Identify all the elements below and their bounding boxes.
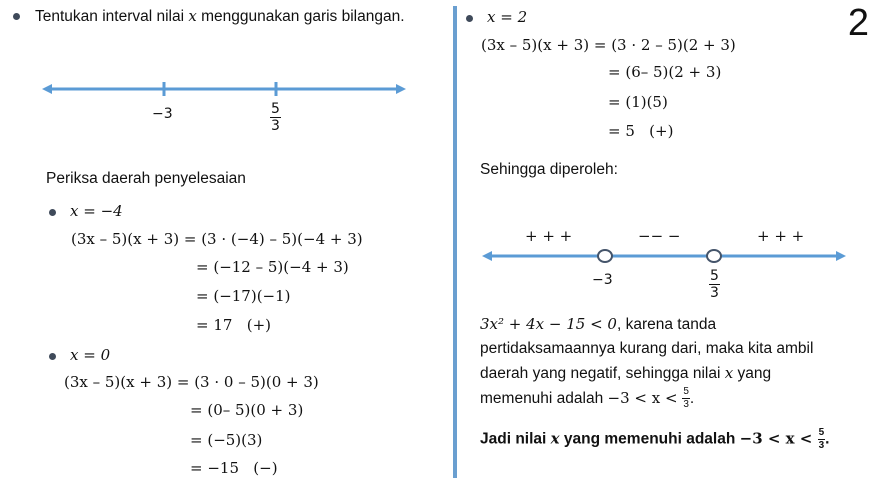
frac-num: 5 xyxy=(271,101,280,117)
fraction-5-3 xyxy=(682,387,690,410)
tick-label-5-3 xyxy=(270,102,281,133)
result-heading: Sehingga diperoleh: xyxy=(480,161,618,178)
interval-math: −3 < x < xyxy=(607,389,683,407)
case3-value: x = 2 xyxy=(487,8,528,26)
case1-line1: (3x – 5)(x + 3) = (3 · (−4) – 5)(−4 + 3) xyxy=(71,230,363,248)
case2-line3: = (−5)(3) xyxy=(190,431,263,449)
open-circle-icon xyxy=(707,250,721,262)
point-label-minus3: −3 xyxy=(592,272,613,288)
instruction-text xyxy=(35,7,405,26)
case2-line4: = −15 (−) xyxy=(190,459,278,477)
open-circle-icon xyxy=(598,250,612,262)
conclusion-text: Jadi nilai xyxy=(480,430,551,448)
case3-line1: (3x – 5)(x + 3) = (3 · 2 – 5)(2 + 3) xyxy=(481,36,736,54)
inequality: 3x² + 4x − 15 < 0 xyxy=(480,315,617,333)
frac-den: 3 xyxy=(271,118,280,134)
bullet-icon xyxy=(13,13,20,20)
number-line-1 xyxy=(40,80,410,100)
page-number: 2 xyxy=(847,2,869,44)
case1-value: x = −4 xyxy=(70,202,123,220)
frac-den: 3 xyxy=(710,285,719,301)
case2-line2: = (0– 5)(0 + 3) xyxy=(190,401,304,419)
point-label-5-3 xyxy=(709,269,720,300)
bullet-icon xyxy=(49,353,56,360)
var-x: x xyxy=(724,364,734,382)
case1-line4: = 17 (+) xyxy=(196,316,271,334)
sign-left: + + + xyxy=(525,227,573,245)
case2-line1: (3x – 5)(x + 3) = (3 · 0 – 5)(0 + 3) xyxy=(64,373,319,391)
frac-num: 5 xyxy=(683,386,689,398)
case1-line3: = (−17)(−1) xyxy=(196,287,291,305)
explanation-text: memenuhi adalah xyxy=(480,390,608,407)
bullet-icon xyxy=(466,15,473,22)
tick-label-minus3: −3 xyxy=(152,106,173,122)
sign-right: + + + xyxy=(757,227,805,245)
instruction-var: x xyxy=(188,7,197,25)
explanation-paragraph: 3x² + 4x − 15 < 0, karena tanda pertidaksamaannya kurang dari, maka kita ambil daerah yang negatif, sehingga nilai x yang memenuhi adalah −3 < x < $\frac{5}{3}$ . xyxy=(480,312,880,411)
frac-num: 5 xyxy=(818,427,825,438)
conclusion-text: yang memenuhi adalah xyxy=(559,430,740,448)
interval-math: −3 < x < xyxy=(739,429,818,448)
case1-line2: = (−12 – 5)(−4 + 3) xyxy=(196,258,349,276)
frac-den: 3 xyxy=(818,440,825,451)
explanation-text: pertidaksamaannya kurang dari, maka kita ambil xyxy=(480,340,814,357)
case3-line3: = (1)(5) xyxy=(608,93,668,111)
explanation-text: , karena tanda xyxy=(616,316,717,333)
explanation-text: daerah yang negatif, sehingga nilai xyxy=(480,365,725,382)
instruction-part: Tentukan interval nilai xyxy=(35,8,189,25)
column-divider xyxy=(453,6,457,478)
frac-num: 5 xyxy=(710,268,719,284)
instruction-part: menggunakan garis bilangan. xyxy=(196,8,405,25)
case2-value: x = 0 xyxy=(70,346,111,364)
var-x: x xyxy=(550,429,560,448)
sign-mid: −− − xyxy=(638,227,681,245)
check-heading: Periksa daerah penyelesaian xyxy=(46,170,246,187)
explanation-text: yang xyxy=(733,365,772,382)
conclusion: Jadi nilai x yang memenuhi adalah −3 < x < $\frac{5}{3}$ . xyxy=(480,427,830,451)
case3-line4: = 5 (+) xyxy=(608,122,674,140)
bullet-icon xyxy=(49,209,56,216)
case3-line2: = (6– 5)(2 + 3) xyxy=(608,63,722,81)
number-line-2 xyxy=(480,247,850,267)
frac-den: 3 xyxy=(683,399,689,411)
